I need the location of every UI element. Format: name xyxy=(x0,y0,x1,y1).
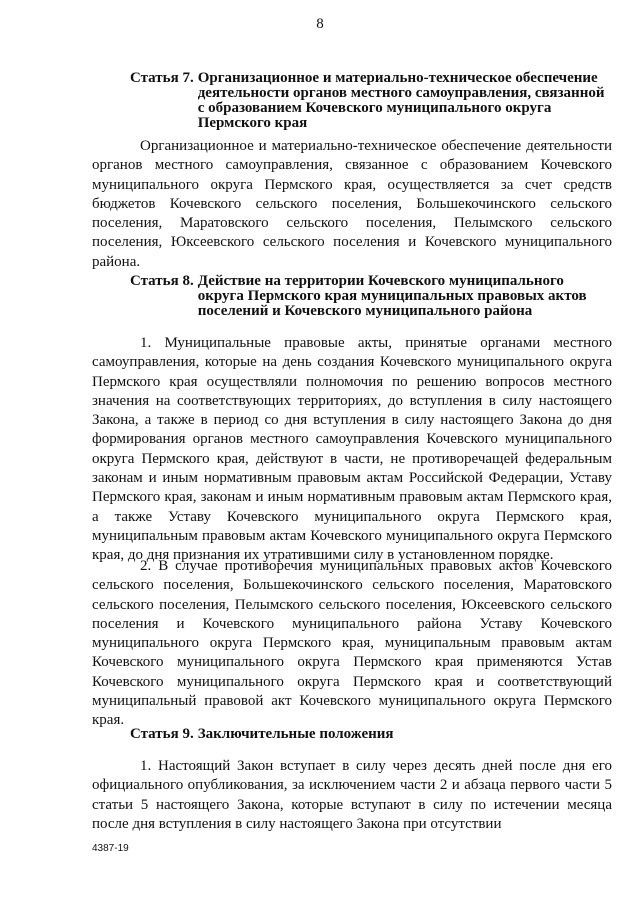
article-9-heading xyxy=(130,727,612,742)
article-7-paragraph: Организационное и материально-техническое обеспечение деятельности органов местного самоуправления, связанное с образованием Кочевского муниципального округа Пермского края, осуществляется за счет средств бюджетов Кочевского сельского поселения, Большекочинского сельского поселения, Маратовского сельского поселения, Пелымского сельского поселения, Юксеевского сельского поселения и Кочевского муниципального района. xyxy=(92,138,612,270)
article-8-paragraph-2: 2. В случае противоречия муниципальных правовых актов Кочевского сельского поселения, Большекочинского сельского поселения, Маратовского сельского поселения, Пелымского сельского поселения, Юксеевского сельского поселения и Кочевского муниципального района Уставу Кочевского муниципального округа Пермского края, муниципальным правовым актам Кочевского муниципального округа Пермского края применяются Устав Кочевского муниципального округа Пермского края и соответствующий муниципальный правовой акт Кочевского муниципального округа Пермского края. xyxy=(92,558,612,729)
article-8-heading xyxy=(130,274,612,319)
document-code: 4387-19 xyxy=(92,843,129,854)
article-7-title: Организационное и материально-техническое обеспечение деятельности органов местного самоуправления, связанной с образованием Кочевского муниципального округа Пермского края xyxy=(197,70,605,131)
page-number: 8 xyxy=(316,16,324,32)
article-9-number: Статья 9. xyxy=(130,726,194,742)
article-8-number: Статья 8. xyxy=(130,273,194,289)
article-7-number: Статья 7. xyxy=(130,70,194,86)
article-9-paragraph-1: 1. Настоящий Закон вступает в силу через десять дней после дня его официального опубликования, за исключением части 2 и абзаца первого части 5 статьи 5 настоящего Закона, которые вступают в силу по истечении месяца после дня вступления в силу настоящего Закона при отсутствии xyxy=(92,758,612,832)
article-8-paragraph-1: 1. Муниципальные правовые акты, принятые органами местного самоуправления, которые на день создания Кочевского муниципального округа Пермского края осуществляли полномочия по решению вопросов местного значения на соответствующих территориях, до вступления в силу настоящего Закона, а также в период со дня вступления в силу настоящего Закона до дня формирования органов местного самоуправления Кочевского муниципального округа Пермского края, действуют в части, не противоречащей федеральным законам и иным нормативным правовым актам Российской Федерации, Уставу Пермского края, законам и иным нормативным правовым актам Пермского края, а также Уставу Кочевского муниципального округа Пермского края, муниципальным правовым актам Кочевского муниципального округа Пермского края, до дня признания их утратившими силу в установленном порядке. xyxy=(92,335,612,564)
article-7-heading xyxy=(130,71,612,131)
article-9-title: Заключительные положения xyxy=(197,726,394,742)
article-8-title: Действие на территории Кочевского муниципального округа Пермского края муниципальных правовых актов поселений и Кочевского муниципального района xyxy=(197,273,587,319)
